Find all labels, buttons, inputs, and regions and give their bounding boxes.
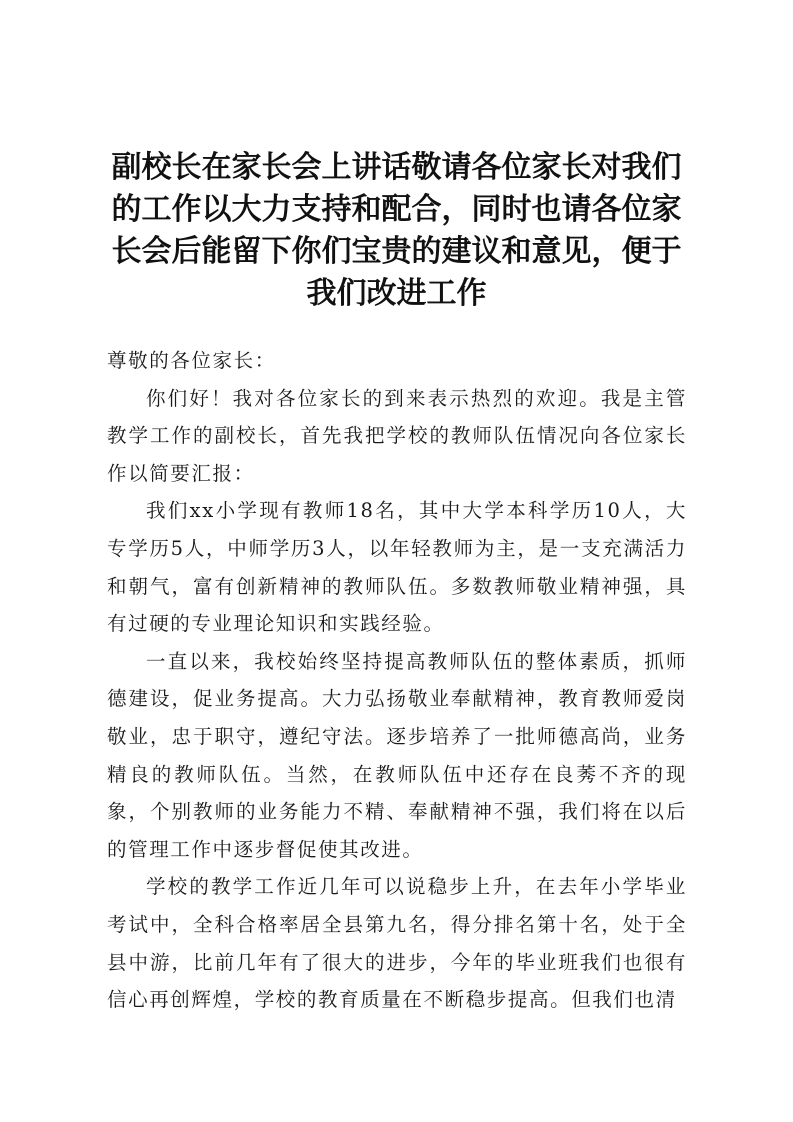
paragraph-teacher-staff: 我们xx小学现有教师18名，其中大学本科学历10人，大专学历5人，中师学历3人，以年轻教师为主，是一支充满活力和朝气，富有创新精神的教师队伍。多数教师敬业精神强，具有过硬的专业理论知识和实践经验。 [107,499,687,636]
document-title: 副校长在家长会上讲话敬请各位家长对我们的工作以大力支持和配合，同时也请各位家长会后能留下你们宝贵的建议和意见，便于我们改进工作 [111,150,682,311]
document-body [107,342,687,1019]
paragraph-greeting: 你们好！我对各位家长的到来表示热烈的欢迎。我是主管教学工作的副校长，首先我把学校的教师队伍情况向各位家长作以简要汇报： [107,386,687,485]
salutation: 尊敬的各位家长： [107,349,276,372]
paragraph-teaching-results: 学校的教学工作近几年可以说稳步上升，在去年小学毕业考试中，全科合格率居全县第九名，得分排名第十名，处于全县中游，比前几年有了很大的进步，今年的毕业班我们也很有信心再创辉煌，学校的教育质量在不断稳步提高。但我们也清 [107,875,687,1012]
paragraph-teacher-quality: 一直以来，我校始终坚持提高教师队伍的整体素质，抓师德建设，促业务提高。大力弘扬敬业奉献精神，教育教师爱岗敬业，忠于职守，遵纪守法。逐步培养了一批师德高尚，业务精良的教师队伍。当然，在教师队伍中还存在良莠不齐的现象，个别教师的业务能力不精、奉献精神不强，我们将在以后的管理工作中逐步督促使其改进。 [107,649,687,861]
